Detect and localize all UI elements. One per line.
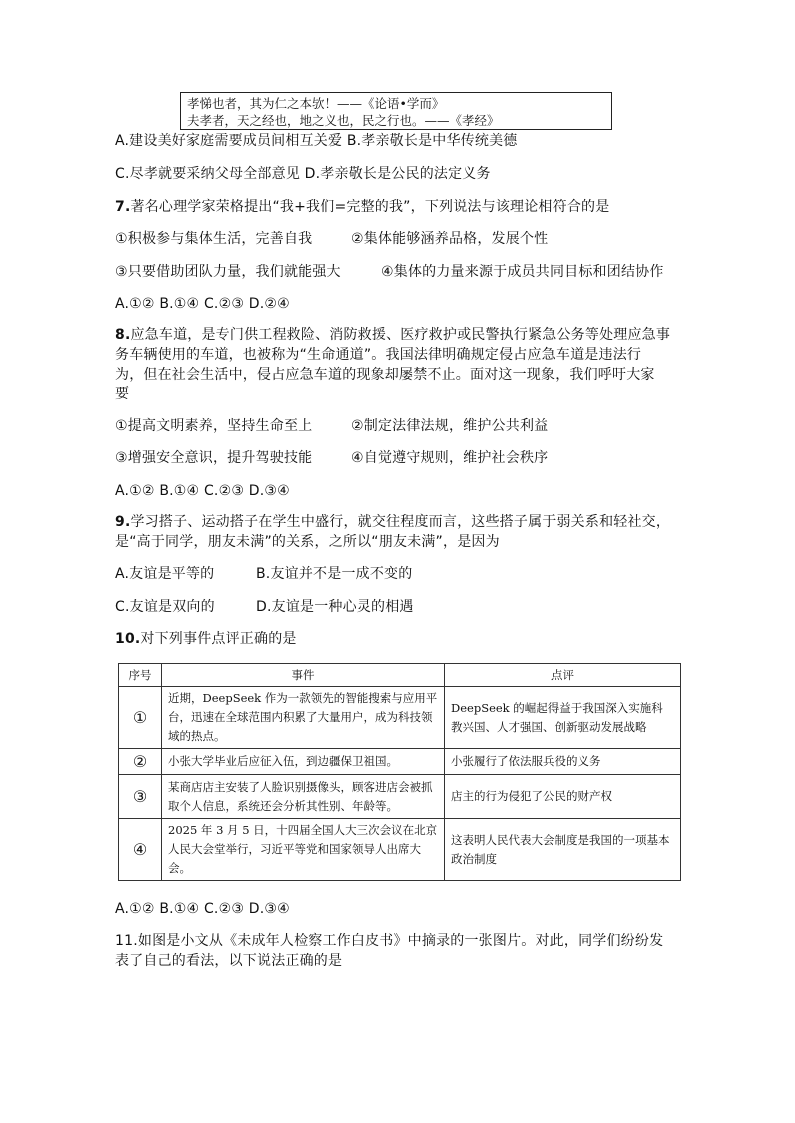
q9-stem-text-1: 学习搭子、运动搭子在学生中盛行，就交往程度而言，这些搭子属于弱关系和轻社交，: [130, 514, 671, 530]
q9-number: 9.: [115, 514, 131, 530]
quote-line-1: 孝悌也者，其为仁之本欤！——《论语•学而》: [187, 96, 445, 111]
q10-stem: [115, 630, 297, 648]
row-number: ①: [119, 687, 162, 749]
row-comment: DeepSeek 的崛起得益于我国深入实施科教兴国、人才强国、创新驱动发展战略: [445, 687, 681, 749]
q8-item-2: ②制定法律法规，维护公共利益: [351, 418, 549, 434]
q8-stem-line-3: 为，但在社会生活中，侵占应急车道的现象却屡禁不止。面对这一现象，我们呼吁大家: [115, 367, 655, 383]
q7-item-2: ②集体能够涵养品格，发展个性: [351, 231, 549, 247]
q7-number: 7.: [115, 199, 131, 215]
row-event: 2025 年 3 月 5 日，十四届全国人大三次会议在北京人民大会堂举行，习近平等党和国家领导人出席大会。: [162, 819, 445, 881]
q10-options: A.①② B.①④ C.②③ D.③④: [115, 901, 290, 917]
q9-option-c: C.友谊是双向的: [115, 599, 215, 615]
q8-item-3: ③增强安全意识，提升驾驶技能: [115, 450, 313, 466]
q11-stem-line-2: 表了自己的看法，以下说法正确的是: [115, 953, 343, 969]
q8-item-1: ①提高文明素养，坚持生命至上: [115, 418, 313, 434]
row-event: 某商店店主安装了人脸识别摄像头，顾客进店会被抓取个人信息，系统还会分析其性别、年龄等。: [162, 775, 445, 819]
header-number: 序号: [119, 664, 162, 687]
header-event: 事件: [162, 664, 445, 687]
q10-stem-text: 对下列事件点评正确的是: [140, 631, 297, 647]
q6-options-row-2: C.尽孝就要采纳父母全部意见 D.孝亲敬长是公民的法定义务: [115, 166, 491, 182]
q7-stem-text: 著名心理学家荣格提出“我+我们=完整的我”，下列说法与该理论相符合的是: [130, 199, 610, 215]
q9-option-d: D.友谊是一种心灵的相遇: [256, 599, 414, 615]
q8-item-4: ④自觉遵守规则，维护社会秩序: [351, 450, 549, 466]
q8-options: A.①② B.①④ C.②③ D.③④: [115, 483, 290, 499]
table-row: [119, 749, 681, 775]
q8-stem-text-1: 应急车道，是专门供工程救险、消防救援、医疗救护或民警执行紧急公务等处理应急事: [130, 327, 671, 343]
q7-item-4: ④集体的力量来源于成员共同目标和团结协作: [381, 264, 664, 280]
q7-options: A.①② B.①④ C.②③ D.②④: [115, 296, 290, 312]
q8-stem-line-4: 要: [115, 386, 130, 402]
q11-stem-text-1: 如图是小文从《未成年人检察工作白皮书》中摘录的一张图片。对此，同学们纷纷发: [137, 933, 664, 949]
header-comment: 点评: [445, 664, 681, 687]
table-row: [119, 819, 681, 881]
row-comment: 店主的行为侵犯了公民的财产权: [445, 775, 681, 819]
q7-stem: [115, 198, 609, 216]
q9-stem-line-2: 是“高于同学，朋友未满”的关系，之所以“朋友未满”，是因为: [115, 534, 500, 550]
table-row: [119, 687, 681, 749]
row-comment: 这表明人民代表大会制度是我国的一项基本政治制度: [445, 819, 681, 881]
table-header-row: [119, 664, 681, 687]
row-number: ④: [119, 819, 162, 881]
row-number: ③: [119, 775, 162, 819]
table-row: [119, 775, 681, 819]
row-number: ②: [119, 749, 162, 775]
q7-item-3: ③只要借助团队力量，我们就能强大: [115, 264, 341, 280]
q8-stem-line-2: 务车辆使用的车道，也被称为“生命通道”。我国法律明确规定侵占应急车道是违法行: [115, 347, 642, 363]
quote-line-2: 夫孝者，天之经也，地之义也，民之行也。——《孝经》: [187, 113, 500, 128]
row-event: 近期，DeepSeek 作为一款领先的智能搜索与应用平台，迅速在全球范围内积累了大量用户，成为科技领域的热点。: [162, 687, 445, 749]
q8-stem-line-1: [115, 326, 670, 344]
q9-stem-line-1: [115, 513, 670, 531]
q9-option-a: A.友谊是平等的: [115, 566, 215, 582]
row-event: 小张大学毕业后应征入伍，到边疆保卫祖国。: [162, 749, 445, 775]
q10-number: 10.: [115, 631, 141, 647]
quote-box: [180, 92, 612, 130]
q8-number: 8.: [115, 327, 131, 343]
q6-options-row-1: A.建设美好家庭需要成员间相互关爱 B.孝亲敬长是中华传统美德: [115, 133, 518, 149]
row-comment: 小张履行了依法服兵役的义务: [445, 749, 681, 775]
q9-option-b: B.友谊并不是一成不变的: [256, 566, 413, 582]
q11-stem-line-1: [115, 932, 663, 950]
events-table: [118, 663, 681, 881]
q7-item-1: ①积极参与集体生活，完善自我: [115, 231, 313, 247]
q11-number: 11.: [115, 933, 138, 949]
